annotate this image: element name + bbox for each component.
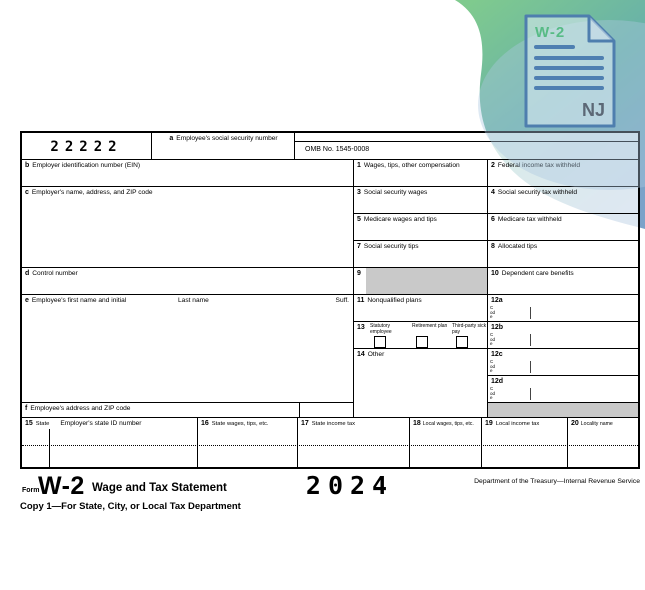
box-b-ein-cell[interactable] bbox=[22, 160, 354, 187]
box-d-letter: d bbox=[25, 270, 30, 277]
third-party-sick-pay-label: Third-party sick pay bbox=[452, 323, 487, 335]
footer-form-number: W-2 bbox=[38, 472, 85, 500]
box-5-medicare-wages-cell[interactable] bbox=[354, 214, 488, 241]
omb-divider-line bbox=[295, 141, 638, 142]
box-13-number: 13 bbox=[357, 324, 365, 331]
box-19-local-tax-cell[interactable] bbox=[482, 418, 568, 467]
box-8-label: Allocated tips bbox=[497, 243, 538, 250]
box-16-label: State wages, tips, etc. bbox=[211, 421, 269, 427]
retirement-plan-label: Retirement plan bbox=[412, 323, 448, 329]
box-7-label: Social security tips bbox=[363, 243, 419, 250]
box-15-id-label: Employer's state ID number bbox=[60, 420, 142, 427]
box-15-number: 15 bbox=[25, 420, 33, 427]
box-2-label: Federal income tax withheld bbox=[497, 162, 581, 169]
icon-state-text: NJ bbox=[581, 100, 605, 120]
document-fold-corner bbox=[589, 16, 614, 41]
box-7-ss-tips-cell[interactable] bbox=[354, 241, 488, 268]
box-f-label: Employee's address and ZIP code bbox=[30, 405, 131, 412]
box-20-locality-cell[interactable] bbox=[568, 418, 638, 467]
box-d-label: Control number bbox=[32, 270, 78, 277]
statutory-employee-checkbox[interactable] bbox=[374, 336, 386, 348]
box-3-label: Social security wages bbox=[363, 189, 428, 196]
box-11-label: Nonqualified plans bbox=[367, 297, 422, 304]
box-14-label: Other bbox=[367, 351, 385, 358]
box-6-label: Medicare tax withheld bbox=[497, 216, 562, 223]
box-d-control-number-cell[interactable] bbox=[22, 268, 354, 295]
box-e-employee-name-cell[interactable] bbox=[22, 295, 354, 403]
box-11-number: 11 bbox=[357, 297, 365, 304]
box-17-state-tax-cell[interactable] bbox=[298, 418, 410, 467]
box-a-letter: a bbox=[169, 135, 174, 142]
box-12d-number: 12d bbox=[491, 378, 504, 385]
box-14-other-cell[interactable] bbox=[354, 349, 488, 418]
box-12c-code-label: Code bbox=[490, 359, 496, 374]
box-7-number: 7 bbox=[357, 243, 361, 250]
state-row-dotted-divider bbox=[22, 445, 638, 446]
box-c-employer-cell[interactable] bbox=[22, 187, 354, 268]
box-13-checkboxes-cell bbox=[354, 322, 488, 349]
box-2-number: 2 bbox=[491, 162, 495, 169]
box-12d-cell[interactable] bbox=[488, 376, 638, 403]
box-1-number: 1 bbox=[357, 162, 361, 169]
box-10-dependent-care-cell[interactable] bbox=[488, 268, 638, 295]
box-1-label: Wages, tips, other compensation bbox=[363, 162, 460, 169]
box-14-number: 14 bbox=[357, 351, 365, 358]
box-18-number: 18 bbox=[413, 420, 421, 427]
box-b-letter: b bbox=[25, 162, 30, 169]
box-11-nonqualified-cell[interactable] bbox=[354, 295, 488, 322]
third-party-sick-pay-checkbox[interactable] bbox=[456, 336, 468, 348]
box-c-label: Employer's name, address, and ZIP code bbox=[31, 189, 153, 196]
box-10-number: 10 bbox=[491, 270, 499, 277]
box-12c-cell[interactable] bbox=[488, 349, 638, 376]
box-e-suffix-label: Suff. bbox=[335, 297, 349, 304]
box-19-label: Local income tax bbox=[495, 421, 540, 427]
box-b-label: Employer identification number (EIN) bbox=[32, 162, 141, 169]
box-5-label: Medicare wages and tips bbox=[363, 216, 437, 223]
box-16-number: 16 bbox=[201, 420, 209, 427]
box-f-address-cell[interactable] bbox=[22, 403, 300, 418]
box-20-number: 20 bbox=[571, 420, 579, 427]
box-16-state-wages-cell[interactable] bbox=[198, 418, 298, 467]
box-12a-divider bbox=[530, 307, 531, 319]
control-code-cell bbox=[22, 133, 152, 160]
box-f-letter: f bbox=[25, 405, 28, 412]
box-15-state-label: State bbox=[35, 421, 50, 427]
w2-form bbox=[20, 131, 640, 469]
box-19-number: 19 bbox=[485, 420, 493, 427]
omb-cell bbox=[295, 133, 638, 160]
box-12b-code-label: Code bbox=[490, 332, 496, 347]
box-e-last-name-label: Last name bbox=[178, 297, 209, 304]
box-10-label: Dependent care benefits bbox=[501, 270, 574, 277]
box-3-ss-wages-cell[interactable] bbox=[354, 187, 488, 214]
box-f-blank-cell bbox=[300, 403, 354, 418]
box-20-label: Locality name bbox=[580, 421, 613, 427]
box-18-local-wages-cell[interactable] bbox=[410, 418, 482, 467]
box-9-number: 9 bbox=[357, 270, 361, 277]
box-12b-cell[interactable] bbox=[488, 322, 638, 349]
retirement-plan-checkbox[interactable] bbox=[416, 336, 428, 348]
box-17-number: 17 bbox=[301, 420, 309, 427]
box-4-label: Social security tax withheld bbox=[497, 189, 578, 196]
box-18-label: Local wages, tips, etc. bbox=[422, 421, 474, 427]
state-subdivider-line bbox=[49, 429, 50, 467]
w2-nj-document-icon bbox=[523, 13, 617, 129]
box-12d-divider bbox=[530, 388, 531, 400]
box-4-number: 4 bbox=[491, 189, 495, 196]
shaded-strip-below-12d bbox=[488, 403, 638, 418]
box-9-shaded-cell bbox=[354, 268, 488, 295]
box-15-state-cell[interactable] bbox=[22, 418, 198, 467]
box-1-wages-cell[interactable] bbox=[354, 160, 488, 187]
box-c-letter: c bbox=[25, 189, 29, 196]
box-a-ssn-cell[interactable] bbox=[152, 133, 295, 160]
box-5-number: 5 bbox=[357, 216, 361, 223]
box-3-number: 3 bbox=[357, 189, 361, 196]
box-12a-number: 12a bbox=[491, 297, 503, 304]
box-a-label: Employee's social security number bbox=[176, 135, 278, 142]
statutory-employee-label: Statutory employee bbox=[370, 323, 392, 335]
box-12a-cell[interactable] bbox=[488, 295, 638, 322]
box-12a-code-label: Code bbox=[490, 305, 496, 320]
footer-form-word: Form bbox=[22, 487, 40, 494]
omb-number: OMB No. 1545-0008 bbox=[305, 146, 370, 153]
footer-copy-line: Copy 1—For State, City, or Local Tax Department bbox=[20, 501, 241, 512]
box-e-label: Employee's first name and initial bbox=[31, 297, 127, 304]
box-12c-number: 12c bbox=[491, 351, 503, 358]
footer-department-text: Department of the Treasury—Internal Revenue Service bbox=[474, 478, 640, 485]
box-6-medicare-tax-cell[interactable] bbox=[488, 214, 638, 241]
form-code-22222: 22222 bbox=[50, 139, 123, 155]
footer-tax-year: 2024 bbox=[305, 471, 395, 500]
box-4-ss-tax-cell[interactable] bbox=[488, 187, 638, 214]
box-12d-code-label: Code bbox=[490, 386, 496, 401]
icon-title-text: W-2 bbox=[535, 24, 566, 41]
box-8-allocated-tips-cell[interactable] bbox=[488, 241, 638, 268]
box-12b-divider bbox=[530, 334, 531, 346]
footer-statement-title: Wage and Tax Statement bbox=[92, 482, 227, 494]
box-6-number: 6 bbox=[491, 216, 495, 223]
box-12b-number: 12b bbox=[491, 324, 504, 331]
box-8-number: 8 bbox=[491, 243, 495, 250]
box-12c-divider bbox=[530, 361, 531, 373]
box-e-letter: e bbox=[25, 297, 29, 304]
box-2-federal-tax-cell[interactable] bbox=[488, 160, 638, 187]
box-17-label: State income tax bbox=[311, 421, 355, 427]
